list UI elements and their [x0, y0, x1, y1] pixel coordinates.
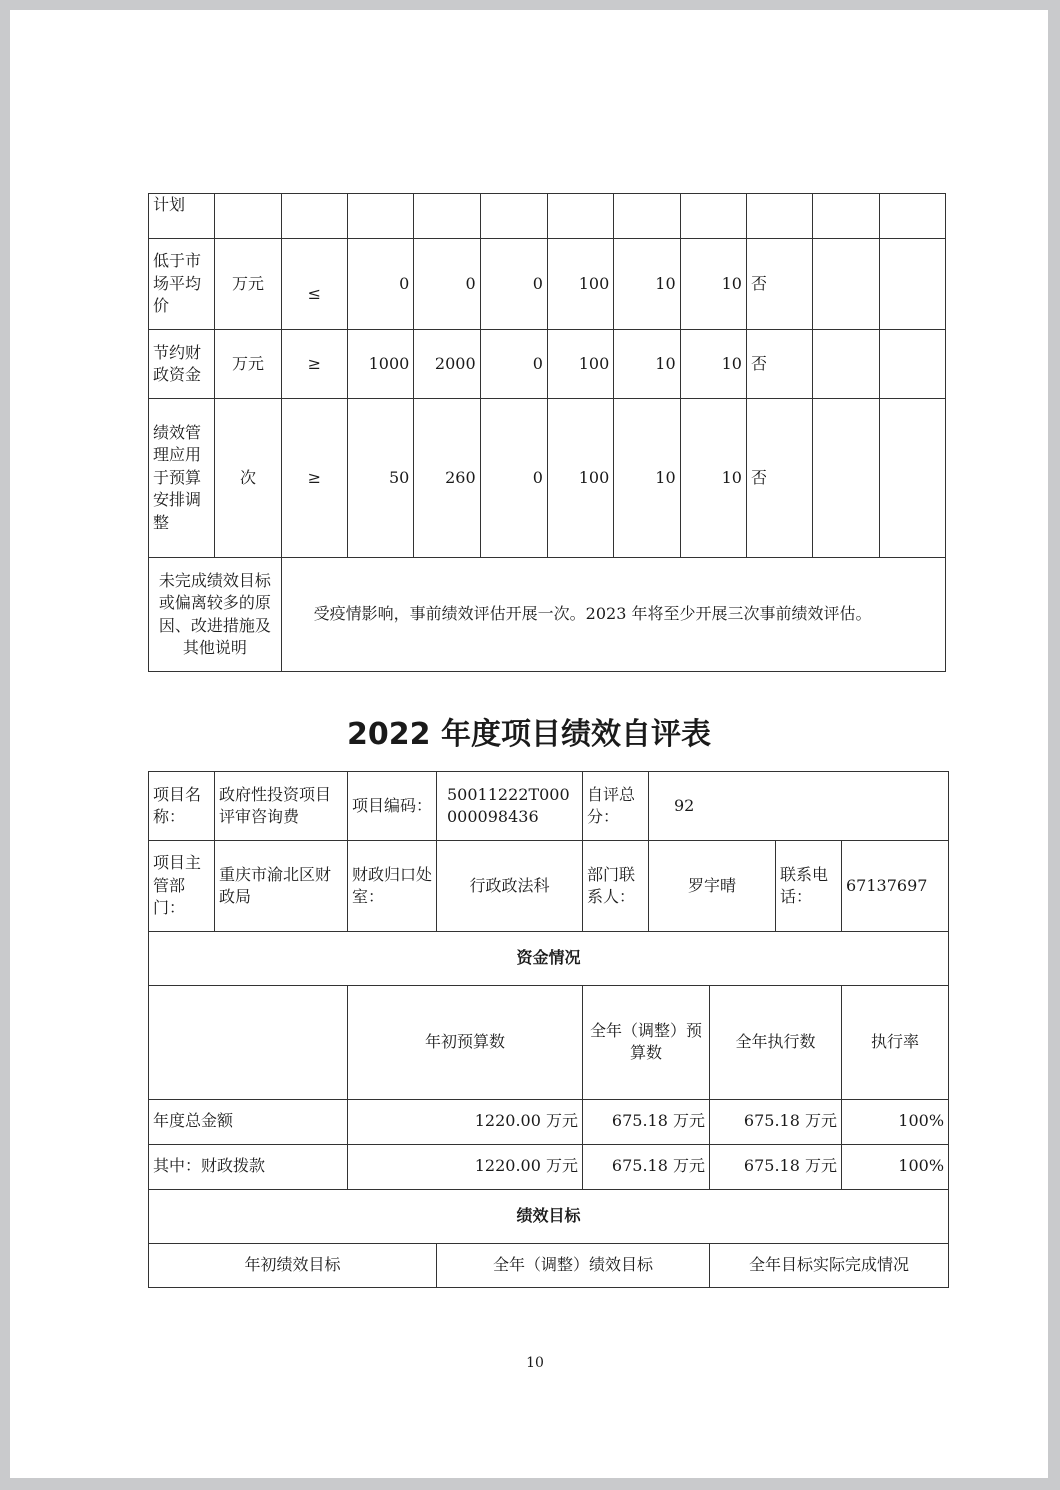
- indicator-unit: 万元: [215, 239, 281, 330]
- table-row: [149, 399, 946, 558]
- phone-label: 联系电话：: [776, 841, 842, 932]
- fund-adjusted: 675.18 万元: [583, 1099, 710, 1144]
- col-header: 年初预算数: [348, 986, 583, 1100]
- contact-label: 部门联系人：: [583, 841, 649, 932]
- indicator-unit: 次: [215, 399, 281, 558]
- table-row: [149, 841, 949, 932]
- reason-text: 受疫情影响，事前绩效评估开展一次。2023 年将至少开展三次事前绩效评估。: [281, 558, 945, 672]
- indicator-value: 10: [680, 330, 746, 399]
- perf-col-header: 全年（调整）绩效目标: [437, 1243, 710, 1287]
- table-row: [149, 1243, 949, 1287]
- dept-value: 重庆市渝北区财政局: [215, 841, 348, 932]
- indicator-value: 10: [614, 330, 680, 399]
- table-row: [149, 932, 949, 986]
- project-code: 50011222T000000098436: [437, 772, 583, 841]
- indicator-value: 0: [414, 239, 480, 330]
- fund-rate: 100%: [842, 1144, 949, 1189]
- indicator-value: 1000: [347, 330, 413, 399]
- indicator-value: 10: [614, 399, 680, 558]
- indicator-name: 计划: [149, 194, 215, 239]
- col-header: 全年执行数: [710, 986, 842, 1100]
- indicator-value: 100: [547, 239, 613, 330]
- indicator-value: 10: [614, 239, 680, 330]
- page-title: 2022 年度项目绩效自评表: [347, 717, 711, 752]
- score-value: 92: [649, 772, 949, 841]
- indicator-value: 10: [680, 399, 746, 558]
- score-label: 自评总分：: [583, 772, 649, 841]
- fund-rate: 100%: [842, 1099, 949, 1144]
- project-code-label: 项目编码：: [348, 772, 437, 841]
- table-row: [149, 239, 946, 330]
- table-row: [149, 772, 949, 841]
- table-row: [149, 558, 946, 672]
- indicator-operator: ≥: [281, 330, 347, 399]
- indicator-flag: 否: [746, 399, 812, 558]
- indicator-value: 100: [547, 399, 613, 558]
- office-label: 财政归口处室：: [348, 841, 437, 932]
- indicator-value: 0: [480, 239, 547, 330]
- indicator-value: 50: [347, 399, 413, 558]
- document-page: [10, 10, 1048, 1478]
- self-evaluation-table: [148, 771, 949, 1288]
- page-number: 10: [526, 1355, 544, 1371]
- dept-label: 项目主管部门：: [149, 841, 215, 932]
- indicator-unit: 万元: [215, 330, 281, 399]
- col-header: 执行率: [842, 986, 949, 1100]
- indicator-operator: ≤: [281, 239, 347, 330]
- indicator-value: 0: [480, 399, 547, 558]
- fund-adjusted: 675.18 万元: [583, 1144, 710, 1189]
- table-row: [149, 1144, 949, 1189]
- indicator-name: 绩效管理应用于预算安排调整: [149, 399, 215, 558]
- indicator-name: 节约财政资金: [149, 330, 215, 399]
- indicator-value: 10: [680, 239, 746, 330]
- project-name-label: 项目名称：: [149, 772, 215, 841]
- fund-row-label: 其中：财政拨款: [149, 1144, 348, 1189]
- fund-budget: 1220.00 万元: [348, 1099, 583, 1144]
- office-value: 行政政法科: [437, 841, 583, 932]
- perf-col-header: 全年目标实际完成情况: [710, 1243, 949, 1287]
- perf-col-header: 年初绩效目标: [149, 1243, 437, 1287]
- indicator-flag: 否: [746, 330, 812, 399]
- table-row: [149, 194, 946, 239]
- contact-value: 罗宇晴: [649, 841, 776, 932]
- project-name: 政府性投资项目评审咨询费: [215, 772, 348, 841]
- indicator-value: 0: [347, 239, 413, 330]
- indicator-value: 0: [480, 330, 547, 399]
- indicator-value: 100: [547, 330, 613, 399]
- funds-header: 资金情况: [149, 932, 949, 986]
- phone-value: 67137697: [842, 841, 949, 932]
- indicator-operator: ≥: [281, 399, 347, 558]
- fund-executed: 675.18 万元: [710, 1144, 842, 1189]
- table-row: [149, 1189, 949, 1243]
- col-header: 全年（调整）预算数: [583, 986, 710, 1100]
- fund-executed: 675.18 万元: [710, 1099, 842, 1144]
- table-row: [149, 1099, 949, 1144]
- reason-label: 未完成绩效目标或偏离较多的原因、改进措施及其他说明: [149, 558, 282, 672]
- indicator-table: [148, 193, 946, 672]
- fund-row-label: 年度总金额: [149, 1099, 348, 1144]
- table-row: [149, 986, 949, 1100]
- indicator-value: 260: [414, 399, 480, 558]
- indicator-value: 2000: [414, 330, 480, 399]
- perf-header: 绩效目标: [149, 1189, 949, 1243]
- table-row: [149, 330, 946, 399]
- indicator-flag: 否: [746, 239, 812, 330]
- fund-budget: 1220.00 万元: [348, 1144, 583, 1189]
- indicator-name: 低于市场平均价: [149, 239, 215, 330]
